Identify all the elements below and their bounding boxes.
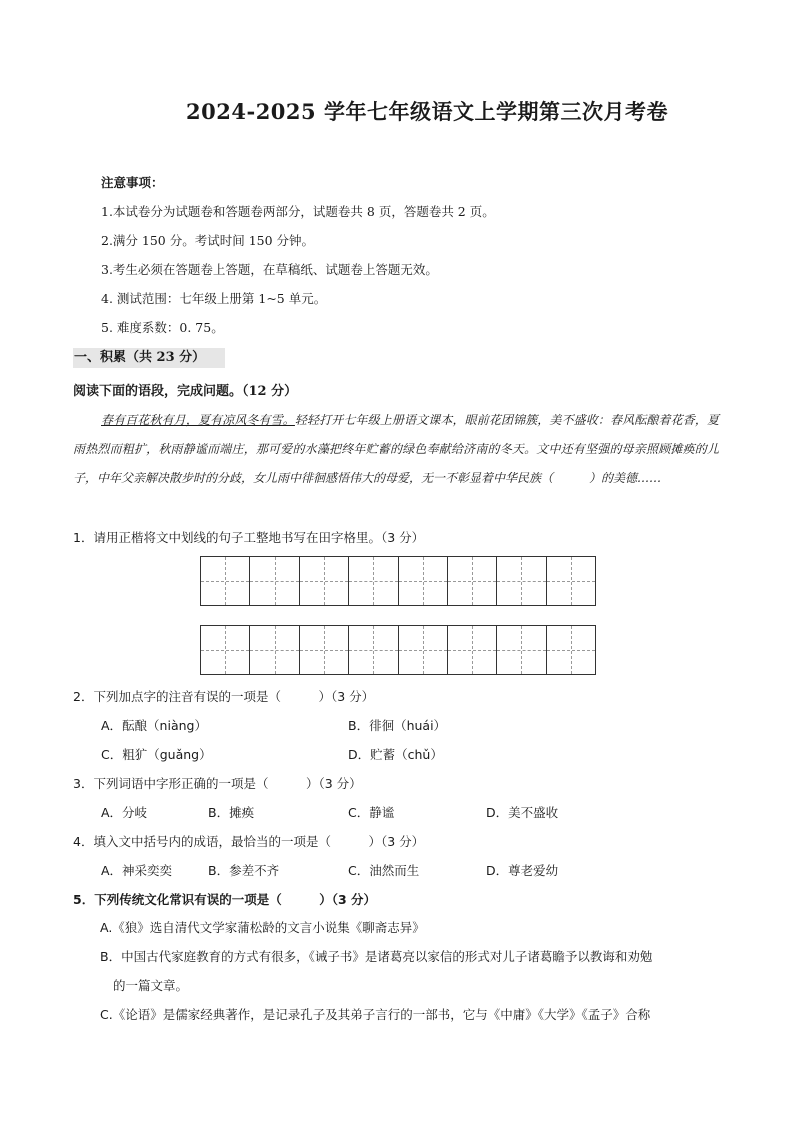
grid-cell bbox=[201, 626, 250, 674]
notice-item: 5. 难度系数：0. 75。 bbox=[101, 320, 224, 335]
grid-cell bbox=[250, 626, 299, 674]
option-q2-a[interactable]: A．酝酿（niàng） bbox=[101, 718, 207, 733]
grid-cell bbox=[349, 626, 398, 674]
question-4: 4．填入文中括号内的成语，最恰当的一项是（ ）（3 分） bbox=[73, 834, 425, 849]
question-2: 2．下列加点字的注音有误的一项是（ ）（3 分） bbox=[73, 689, 375, 704]
option-q5-b[interactable]: B．中国古代家庭教育的方式有很多，《诫子书》是诸葛亮以家信的形式对儿子诸葛瞻予以教诲和劝勉 bbox=[100, 949, 653, 964]
option-q3-a[interactable]: A．分岐 bbox=[101, 805, 148, 820]
section-heading: 一、积累（共 23 分） bbox=[73, 348, 225, 368]
option-q3-d[interactable]: D．美不盛收 bbox=[486, 805, 559, 820]
option-q4-d[interactable]: D．尊老爱幼 bbox=[486, 863, 559, 878]
option-q2-b[interactable]: B．徘徊（huái） bbox=[348, 718, 447, 733]
grid-cell bbox=[497, 626, 546, 674]
grid-cell bbox=[448, 557, 497, 605]
grid-cell bbox=[448, 626, 497, 674]
option-q4-c[interactable]: C．油然而生 bbox=[348, 863, 420, 878]
question-1: 1．请用正楷将文中划线的句子工整地书写在田字格里。（3 分） bbox=[73, 530, 425, 545]
underlined-sentence: 春有百花秋有月，夏有凉风冬有雪。 bbox=[101, 413, 295, 427]
grid-cell bbox=[399, 557, 448, 605]
grid-cell bbox=[349, 557, 398, 605]
writing-grid-row-1[interactable] bbox=[200, 556, 596, 606]
grid-cell bbox=[547, 626, 595, 674]
page-title: 2024-2025 学年七年级语文上学期第三次月考卷 bbox=[186, 99, 668, 124]
notice-item: 3.考生必须在答题卷上答题，在草稿纸、试题卷上答题无效。 bbox=[101, 262, 438, 277]
option-q3-c[interactable]: C．静谧 bbox=[348, 805, 395, 820]
option-q5-c[interactable]: C.《论语》是儒家经典著作，是记录孔子及其弟子言行的一部书，它与《中庸》《大学》《孟子》合称 bbox=[100, 1007, 651, 1022]
question-5: 5．下列传统文化常识有误的一项是（ ）（3 分） bbox=[73, 892, 376, 907]
option-q5-b-continued: 的一篇文章。 bbox=[113, 978, 189, 993]
grid-cell bbox=[300, 557, 349, 605]
writing-grid-row-2[interactable] bbox=[200, 625, 596, 675]
notice-item: 1.本试卷分为试题卷和答题卷两部分，试题卷共 8 页，答题卷共 2 页。 bbox=[101, 204, 495, 219]
grid-cell bbox=[497, 557, 546, 605]
grid-cell bbox=[300, 626, 349, 674]
grid-cell bbox=[250, 557, 299, 605]
reading-heading: 阅读下面的语段，完成问题。（12 分） bbox=[73, 384, 298, 399]
passage-text: 轻轻打开七年级上册语文课本，眼前花团锦簇，美不盛收：春风酝酿着花香，夏雨热烈而粗扩，秋雨静谧而端庄，那可爱的水藻把终年贮蓄的绿色奉献给济南的冬天。文中还有坚强的母亲照顾摊痪的儿子，中年父亲解决散步时的分歧，女儿雨中徘徊感悟伟大的母爱，无一不彰显着中华民族（ ）的美德…… bbox=[73, 413, 719, 485]
option-q4-a[interactable]: A．神采奕奕 bbox=[101, 863, 173, 878]
grid-cell bbox=[547, 557, 595, 605]
notice-block bbox=[101, 173, 495, 347]
grid-cell bbox=[399, 626, 448, 674]
option-q2-c[interactable]: C．粗犷（guǎng） bbox=[101, 747, 212, 762]
notice-item: 2.满分 150 分。考试时间 150 分钟。 bbox=[101, 233, 315, 248]
question-3: 3．下列词语中字形正确的一项是（ ）（3 分） bbox=[73, 776, 362, 791]
notice-heading: 注意事项： bbox=[101, 175, 164, 190]
option-q2-d[interactable]: D．贮蓄（chǔ） bbox=[348, 747, 443, 762]
option-q4-b[interactable]: B．参差不齐 bbox=[208, 863, 280, 878]
option-q3-b[interactable]: B．摊痪 bbox=[208, 805, 255, 820]
notice-item: 4. 测试范围：七年级上册第 1~5 单元。 bbox=[101, 291, 327, 306]
reading-passage bbox=[73, 406, 719, 493]
grid-cell bbox=[201, 557, 250, 605]
option-q5-a[interactable]: A.《狼》选自清代文学家蒲松龄的文言小说集《聊斋志异》 bbox=[100, 920, 425, 935]
